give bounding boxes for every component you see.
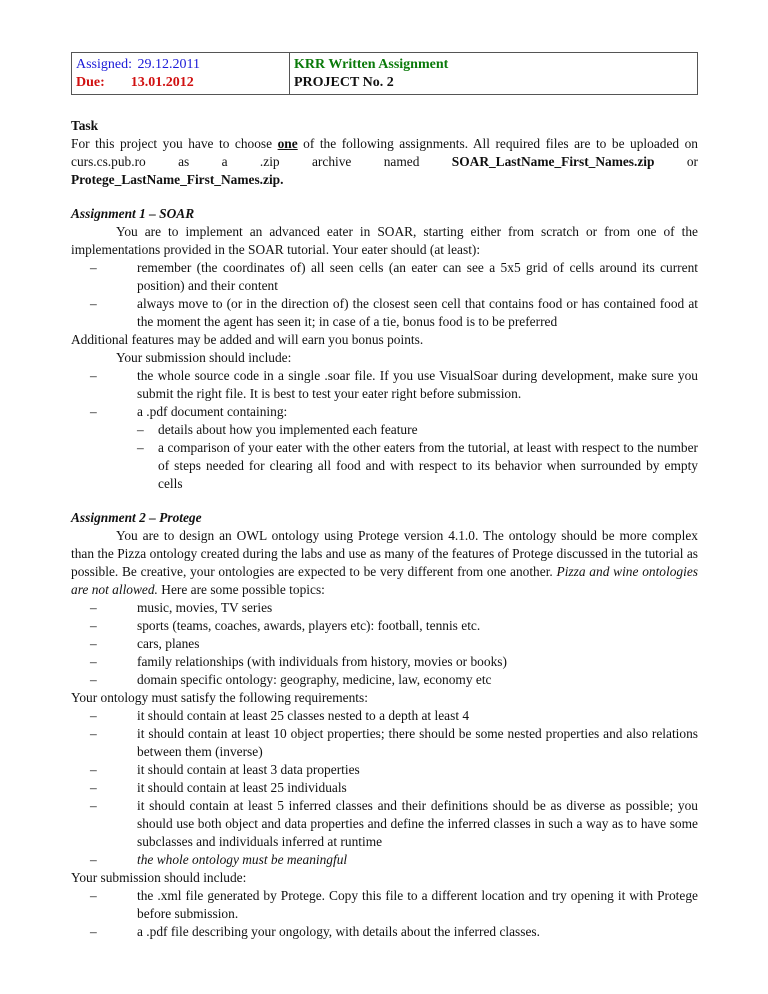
assignment-2-intro-italic: Pizza and wine ontologies are not allowed. bbox=[71, 564, 698, 597]
assignment-2-heading: Assignment 2 – Protege bbox=[71, 510, 202, 525]
assignment-2-submission-list bbox=[71, 887, 698, 941]
assignment-2-intro bbox=[71, 527, 698, 599]
assigned-line bbox=[76, 56, 285, 74]
assigned-label: Assigned: bbox=[76, 57, 132, 72]
list-item: – it should contain at least 25 classes nested to a depth at least 4 bbox=[137, 707, 698, 725]
assigned-date: 29.12.2011 bbox=[137, 57, 200, 72]
task-intro-or: or bbox=[654, 154, 698, 169]
pdf-item-label: a .pdf document containing: bbox=[137, 404, 288, 419]
list-item bbox=[137, 403, 698, 493]
task-heading: Task bbox=[71, 118, 99, 133]
assignment-title: KRR Written Assignment bbox=[294, 57, 449, 72]
list-item: – the whole source code in a single .soar file. If you use VisualSoar during development, make sure you submit the right file. It is best to test your eater right before submission. bbox=[137, 367, 698, 403]
assignment-2-requirements-intro: Your ontology must satisfy the following requirements: bbox=[71, 690, 368, 705]
document-page bbox=[71, 52, 698, 941]
assignment-2-topics bbox=[71, 599, 698, 689]
list-item: – remember (the coordinates of) all seen cells (an eater can see a 5x5 grid of cells around its current position) and their content bbox=[137, 259, 698, 295]
list-item: – a comparison of your eater with the other eaters from the tutorial, at least with respect to the number of steps needed for clearing all food and with respect to its behavior when surrounded by empty cells bbox=[158, 439, 698, 493]
assignment-2-intro-text: You are to design an OWL ontology using Protege version 4.1.0. The ontology should be more complex than the Pizza ontology created during the labs and use as many of the features of Protege discussed in the tutorial as possible. Be creative, your ontologies are expected to be very different from one another. bbox=[71, 528, 698, 579]
list-item: – always move to (or in the direction of) the closest seen cell that contains food or has contained food at the moment the agent has seen it; in case of a tie, bonus food is to be preferred bbox=[137, 295, 698, 331]
list-item: – domain specific ontology: geography, medicine, law, economy etc bbox=[137, 671, 698, 689]
list-item: – it should contain at least 3 data properties bbox=[137, 761, 698, 779]
due-date: 13.01.2012 bbox=[130, 75, 194, 90]
project-number: PROJECT No. 2 bbox=[294, 75, 394, 90]
assignment-1-intro: You are to implement an advanced eater in SOAR, starting either from scratch or from one of the implementations provided in the SOAR tutorial. Your eater should (at least): bbox=[71, 224, 698, 257]
assignment-1-submission-intro: Your submission should include: bbox=[116, 350, 292, 365]
list-item: – details about how you implemented each feature bbox=[158, 421, 698, 439]
assignment-1-requirements bbox=[71, 259, 698, 331]
task-intro bbox=[71, 135, 698, 189]
list-item: – family relationships (with individuals from history, movies or books) bbox=[137, 653, 698, 671]
assignment-1-pdf-list bbox=[137, 421, 698, 493]
list-item: – it should contain at least 25 individuals bbox=[137, 779, 698, 797]
list-item: – the .xml file generated by Protege. Copy this file to a different location and try opening it with Protege before submission. bbox=[137, 887, 698, 923]
assignment-1-heading: Assignment 1 – SOAR bbox=[71, 206, 195, 221]
header-title-cell bbox=[290, 53, 698, 95]
list-item: – it should contain at least 5 inferred classes and their definitions should be as diverse as possible; you should use both object and data properties and define the inferred classes in such a way as to have some subclasses and individuals inferred at runtime bbox=[137, 797, 698, 851]
assignment-1-additional: Additional features may be added and will earn you bonus points. bbox=[71, 332, 424, 347]
assignment-2-intro-topics: Here are some possible topics: bbox=[157, 582, 325, 597]
list-item: – music, movies, TV series bbox=[137, 599, 698, 617]
task-filename-protege: Protege_LastName_First_Names.zip. bbox=[71, 172, 284, 187]
task-intro-text-2: of the following assignments. All required files are to be uploaded on curs.cs.pub.ro as a .zip archive named bbox=[71, 136, 698, 169]
header-dates-cell bbox=[72, 53, 290, 95]
header-table bbox=[71, 52, 698, 95]
assignment-1-submission-list bbox=[71, 367, 698, 493]
list-item: – a .pdf file describing your ongology, with details about the inferred classes. bbox=[137, 923, 698, 941]
assignment-2-requirements bbox=[71, 707, 698, 869]
due-label: Due: bbox=[76, 75, 105, 90]
task-intro-one: one bbox=[277, 136, 298, 151]
assignment-2-submission-intro: Your submission should include: bbox=[71, 870, 247, 885]
due-line bbox=[76, 74, 285, 92]
list-item: – cars, planes bbox=[137, 635, 698, 653]
list-item: – sports (teams, coaches, awards, players etc): football, tennis etc. bbox=[137, 617, 698, 635]
list-item: – the whole ontology must be meaningful bbox=[137, 851, 698, 869]
list-item: – it should contain at least 10 object properties; there should be some nested properties and also relations between them (inverse) bbox=[137, 725, 698, 761]
task-intro-text-1: For this project you have to choose bbox=[71, 136, 278, 151]
task-filename-soar: SOAR_LastName_First_Names.zip bbox=[451, 154, 655, 169]
